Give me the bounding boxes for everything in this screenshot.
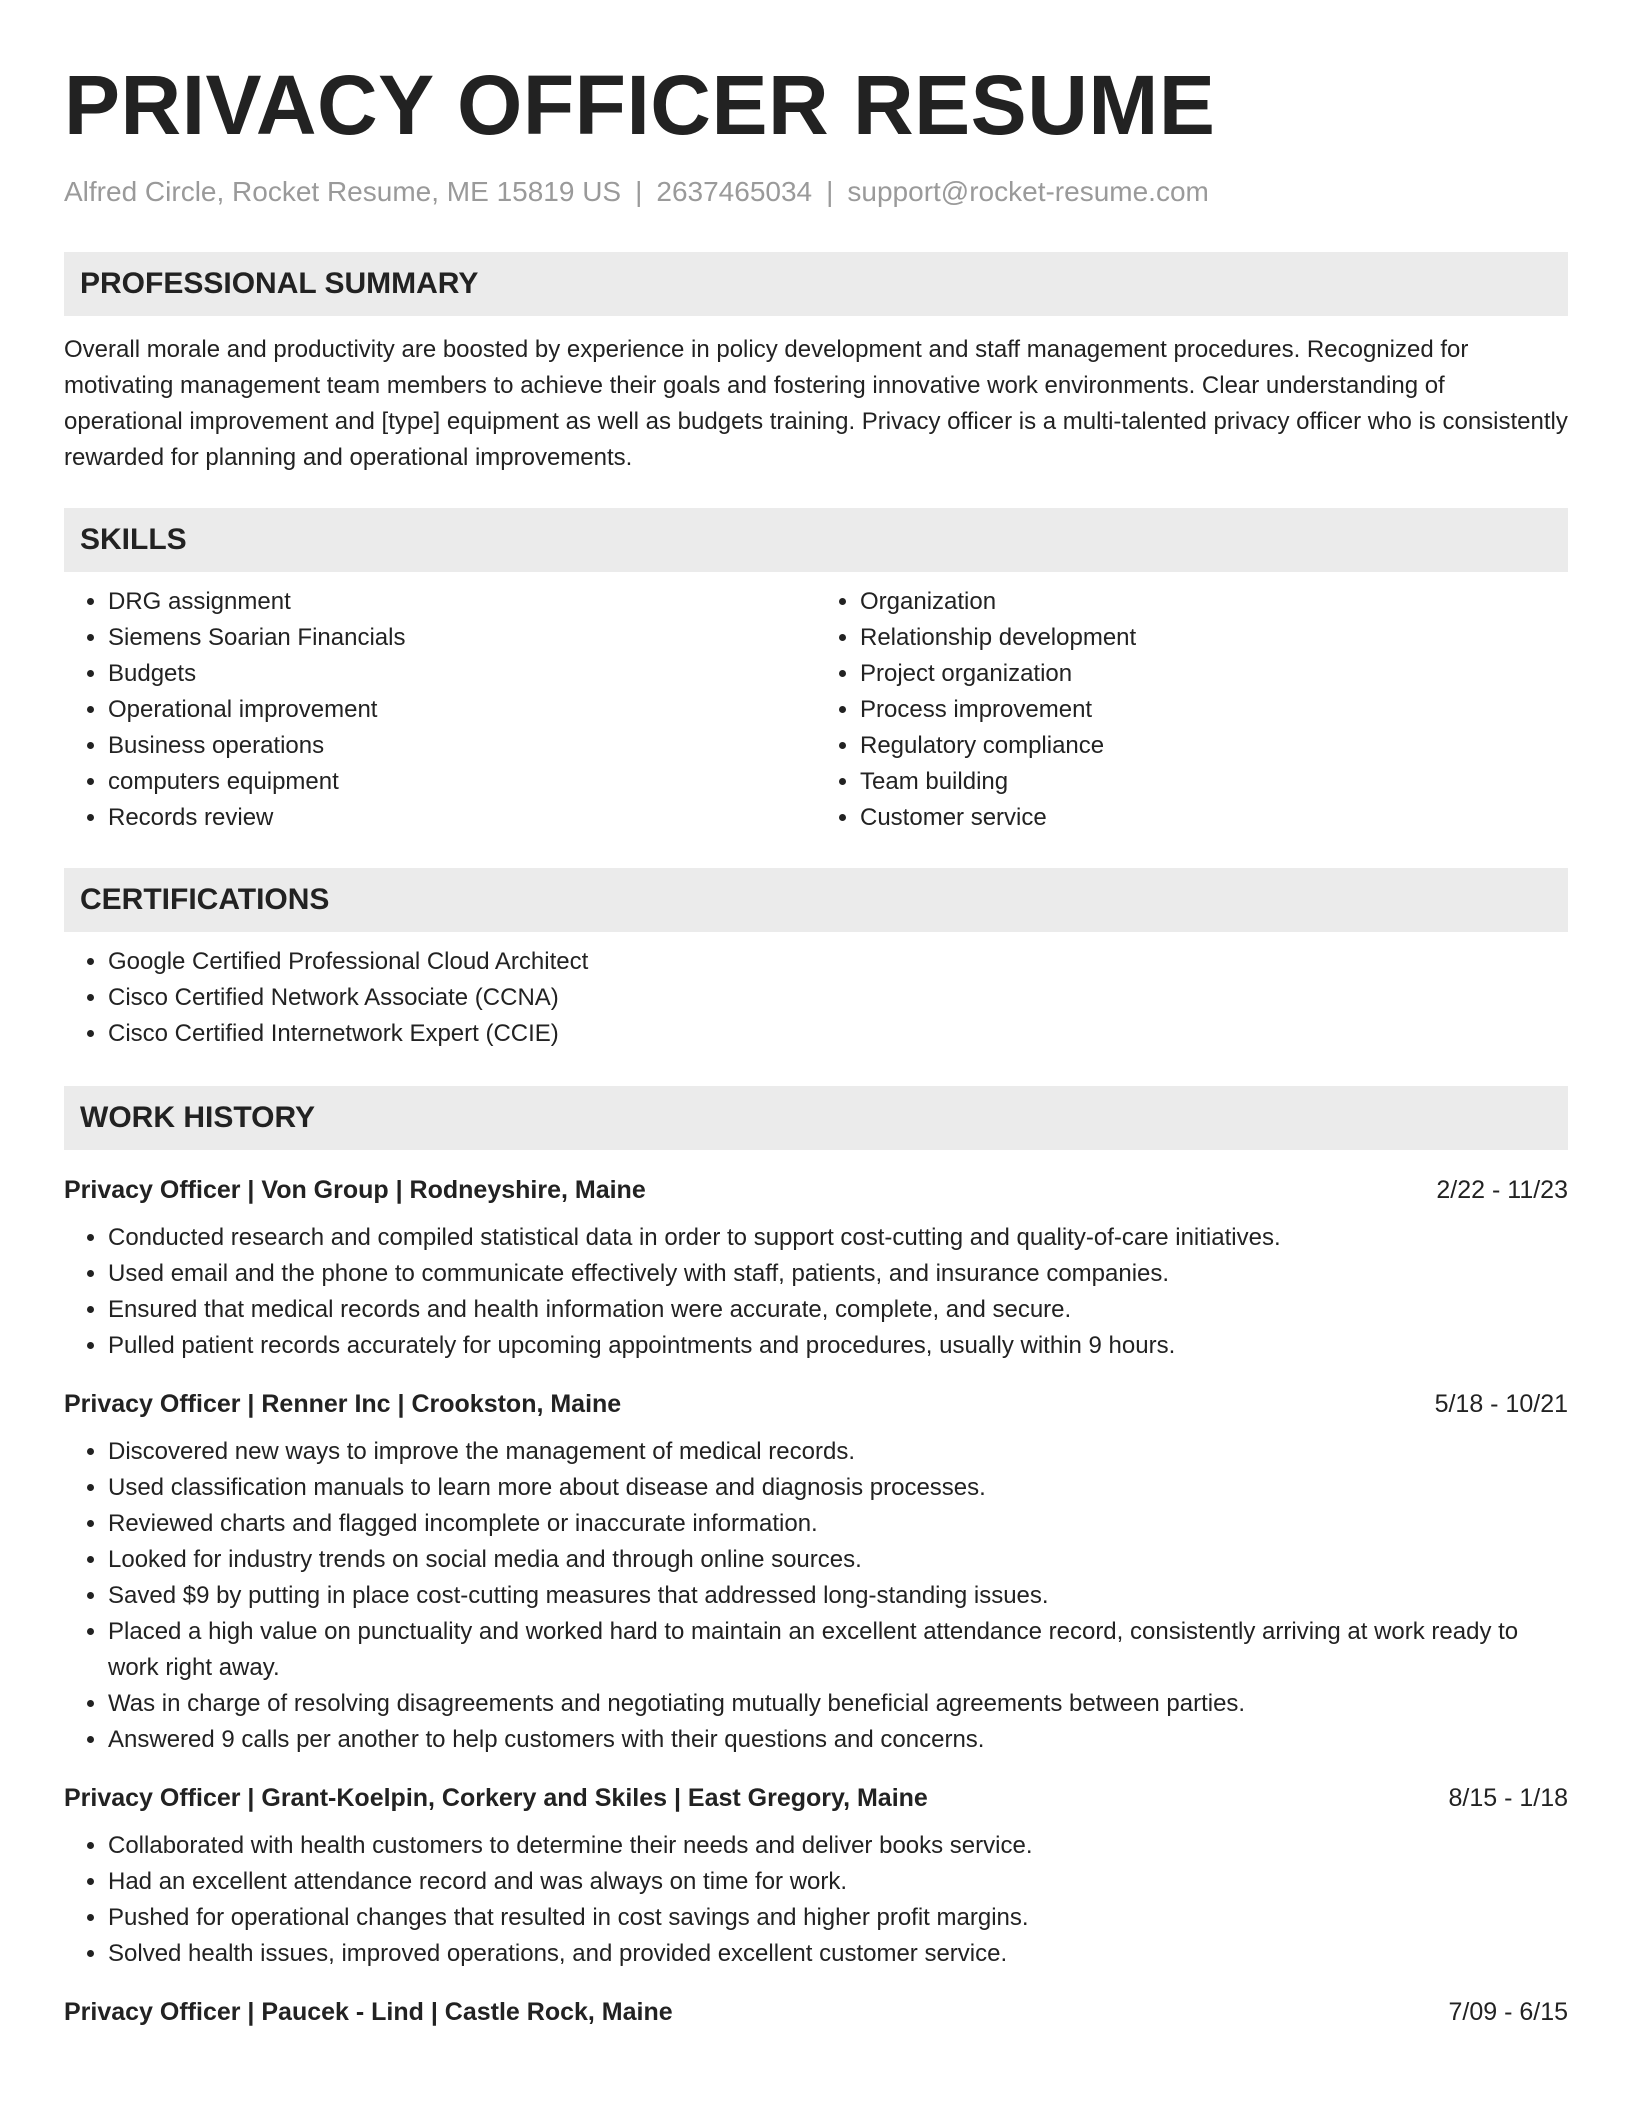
skill-item: • Business operations (108, 728, 816, 764)
work-history-list (64, 1172, 1568, 2030)
job-dates: 2/22 - 11/23 (1436, 1176, 1568, 1204)
phone: 2637465034 (656, 176, 813, 207)
skill-item: • Organization (860, 584, 1568, 620)
email[interactable]: support@rocket-resume.com (847, 176, 1209, 207)
job-entry (64, 1780, 1568, 1972)
certifications-list (64, 944, 1568, 1052)
skill-item: • Team building (860, 764, 1568, 800)
job-bullet: • Placed a high value on punctuality and worked hard to maintain an excellent attendance record, consistently arriving at work ready to work right away. (108, 1614, 1568, 1686)
section-heading-certifications: CERTIFICATIONS (64, 868, 1568, 932)
skill-item: • computers equipment (108, 764, 816, 800)
job-title: Privacy Officer | Grant-Koelpin, Corkery and Skiles | East Gregory, Maine (64, 1784, 928, 1812)
skill-item: • Customer service (860, 800, 1568, 836)
job-bullets (64, 1220, 1568, 1364)
skill-item: • Process improvement (860, 692, 1568, 728)
section-heading-skills: SKILLS (64, 508, 1568, 572)
job-bullet: • Pushed for operational changes that resulted in cost savings and higher profit margins. (108, 1900, 1568, 1936)
job-entry (64, 1172, 1568, 1364)
skill-item: • Relationship development (860, 620, 1568, 656)
contact-separator: | (635, 176, 643, 207)
certification-item: • Cisco Certified Network Associate (CCNA) (108, 980, 1568, 1016)
job-dates: 5/18 - 10/21 (1434, 1390, 1568, 1418)
job-bullet: • Reviewed charts and flagged incomplete or inaccurate information. (108, 1506, 1568, 1542)
skill-item: • Records review (108, 800, 816, 836)
skill-item: • DRG assignment (108, 584, 816, 620)
job-entry (64, 1994, 1568, 2030)
job-bullet: • Was in charge of resolving disagreements and negotiating mutually beneficial agreements between parties. (108, 1686, 1568, 1722)
job-title: Privacy Officer | Von Group | Rodneyshire, Maine (64, 1176, 646, 1204)
job-title: Privacy Officer | Paucek - Lind | Castle Rock, Maine (64, 1998, 673, 2026)
job-bullet: • Collaborated with health customers to determine their needs and deliver books service. (108, 1828, 1568, 1864)
job-header (64, 1172, 1568, 1208)
section-heading-summary: PROFESSIONAL SUMMARY (64, 252, 1568, 316)
job-bullet: • Solved health issues, improved operations, and provided excellent customer service. (108, 1936, 1568, 1972)
skill-item: • Project organization (860, 656, 1568, 692)
job-bullet: • Answered 9 calls per another to help customers with their questions and concerns. (108, 1722, 1568, 1758)
skills-columns (64, 572, 1568, 836)
job-bullets (64, 1434, 1568, 1758)
job-dates: 7/09 - 6/15 (1448, 1998, 1568, 2026)
contact-line (64, 172, 1568, 212)
job-bullet: • Looked for industry trends on social media and through online sources. (108, 1542, 1568, 1578)
job-header (64, 1994, 1568, 2030)
job-bullet: • Saved $9 by putting in place cost-cutting measures that addressed long-standing issues. (108, 1578, 1568, 1614)
job-bullet: • Used email and the phone to communicate effectively with staff, patients, and insurance companies. (108, 1256, 1568, 1292)
job-bullet: • Discovered new ways to improve the management of medical records. (108, 1434, 1568, 1470)
section-heading-work-history: WORK HISTORY (64, 1086, 1568, 1150)
job-entry (64, 1386, 1568, 1758)
certification-item: • Cisco Certified Internetwork Expert (CCIE) (108, 1016, 1568, 1052)
job-header (64, 1386, 1568, 1422)
job-bullets (64, 1828, 1568, 1972)
job-bullet: • Used classification manuals to learn more about disease and diagnosis processes. (108, 1470, 1568, 1506)
job-header (64, 1780, 1568, 1816)
job-bullet: • Conducted research and compiled statistical data in order to support cost-cutting and quality-of-care initiatives. (108, 1220, 1568, 1256)
job-bullet: • Pulled patient records accurately for upcoming appointments and procedures, usually within 9 hours. (108, 1328, 1568, 1364)
summary-text: Overall morale and productivity are boosted by experience in policy development and staff management procedures. Recognized for motivating management team members to achieve their goals and fostering innovative work environments. Clear understanding of operational improvement and [type] equipment as well as budgets training. Privacy officer is a multi-talented privacy officer who is consistently rewarded for planning and operational improvements. (64, 336, 1568, 471)
skill-item: • Regulatory compliance (860, 728, 1568, 764)
job-bullet: • Ensured that medical records and health information were accurate, complete, and secure. (108, 1292, 1568, 1328)
contact-separator: | (826, 176, 834, 207)
job-bullet: • Had an excellent attendance record and was always on time for work. (108, 1864, 1568, 1900)
job-title: Privacy Officer | Renner Inc | Crookston, Maine (64, 1390, 622, 1418)
certification-item: • Google Certified Professional Cloud Architect (108, 944, 1568, 980)
resume-title: PRIVACY OFFICER RESUME (64, 58, 1216, 152)
skill-item: • Operational improvement (108, 692, 816, 728)
job-dates: 8/15 - 1/18 (1448, 1784, 1568, 1812)
skills-list-right (816, 584, 1568, 836)
skill-item: • Siemens Soarian Financials (108, 620, 816, 656)
skills-list-left (64, 584, 816, 836)
address: Alfred Circle, Rocket Resume, ME 15819 US (64, 176, 622, 207)
skill-item: • Budgets (108, 656, 816, 692)
